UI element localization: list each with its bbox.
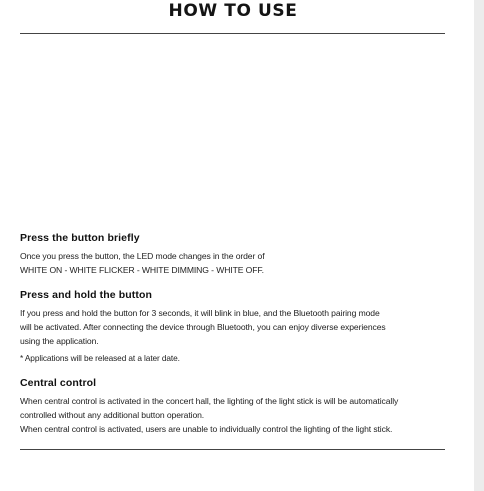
body-line: Once you press the button, the LED mode changes in the order of (20, 251, 265, 261)
scrollbar-track[interactable] (474, 0, 484, 491)
title-divider (20, 33, 445, 34)
body-line: When central control is activated, users are unable to individually control the lighting of the light stick. (20, 424, 393, 434)
section-press-and-hold (20, 289, 452, 348)
section-body (20, 394, 452, 436)
section-body (20, 249, 452, 277)
body-line: controlled without any additional button operation. (20, 410, 205, 420)
body-line: When central control is activated in the concert hall, the lighting of the light stick is will be automatically (20, 396, 399, 406)
section-heading: Central control (20, 377, 97, 389)
body-line: WHITE ON - WHITE FLICKER - WHITE DIMMING - WHITE OFF. (20, 265, 264, 275)
body-line: will be activated. After connecting the device through Bluetooth, you can enjoy diverse experiences (20, 322, 386, 332)
section-body (20, 306, 452, 348)
section-press-briefly (20, 232, 452, 277)
bottom-divider (20, 449, 445, 450)
body-line: If you press and hold the button for 3 seconds, it will blink in blue, and the Bluetooth pairing mode (20, 308, 380, 318)
page-title: HOW TO USE (168, 1, 298, 21)
product-image-area (20, 40, 445, 225)
body-line: using the application. (20, 336, 99, 346)
section-central-control (20, 377, 452, 436)
section-heading: Press and hold the button (20, 289, 153, 301)
app-release-note: * Applications will be released at a later date. (20, 353, 180, 363)
section-heading: Press the button briefly (20, 232, 140, 244)
